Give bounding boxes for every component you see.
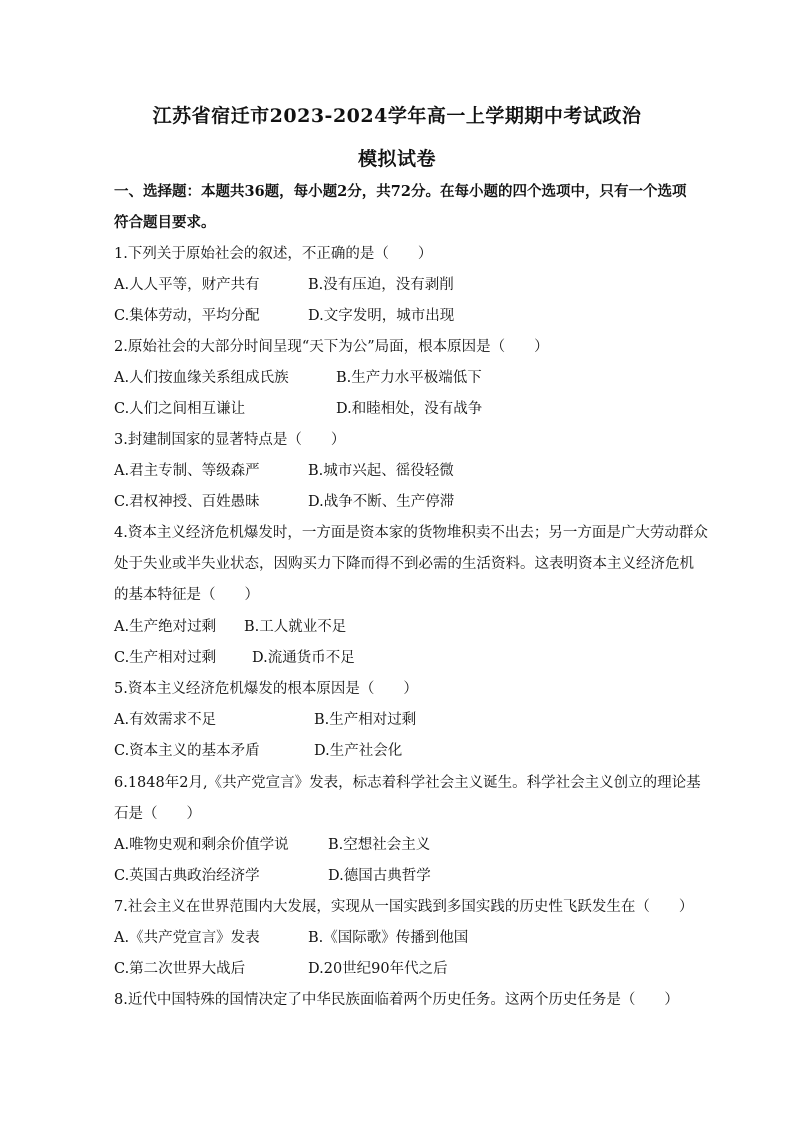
question-4-stem-line3: 的基本特征是（ ） [114,587,259,603]
question-1-option-b: B.没有压迫，没有剥削 [308,277,454,293]
question-5-option-a: A.有效需求不足 [114,712,217,728]
question-3-option-a: A.君主专制、等级森严 [114,463,260,479]
question-3-stem: 3.封建制国家的显著特点是（ ） [114,432,346,448]
question-8-stem: 8.近代中国特殊的国情决定了中华民族面临着两个历史任务。这两个历史任务是（ ） [114,992,679,1008]
question-7-option-c: C.第二次世界大战后 [114,961,246,977]
question-7-option-d: D.20世纪90年代之后 [308,961,448,977]
question-6-option-b: B.空想社会主义 [328,837,431,853]
section-heading-line2: 符合题目要求。 [114,214,216,231]
question-1-option-c: C.集体劳动，平均分配 [114,308,260,324]
question-2-stem: 2.原始社会的大部分时间呈现“天下为公”局面，根本原因是（ ） [114,339,549,355]
question-2-option-d: D.和睦相处，没有战争 [336,401,483,417]
question-4-option-c: C.生产相对过剩 [114,650,217,666]
question-3-option-b: B.城市兴起、徭役轻微 [308,463,454,479]
exam-title-line2: 模拟试卷 [357,148,436,170]
question-4-stem-line2: 处于失业或半失业状态，因购买力下降而得不到必需的生活资料。这表明资本主义经济危机 [114,556,694,572]
question-6-option-d: D.德国古典哲学 [328,868,431,884]
question-1-option-d: D.文字发明，城市出现 [308,308,455,324]
question-2-option-c: C.人们之间相互谦让 [114,401,246,417]
question-4-option-b: B.工人就业不足 [244,619,347,635]
question-7-option-a: A.《共产党宣言》发表 [114,930,260,946]
section-heading-line1: 一、选择题：本题共36题，每小题2分，共72分。在每小题的四个选项中，只有一个选项 [114,183,687,200]
question-4-option-a: A.生产绝对过剩 [114,619,217,635]
question-6-stem-line2: 石是（ ） [114,806,201,822]
question-1-stem: 1.下列关于原始社会的叙述，不正确的是（ ） [114,246,433,262]
question-6-option-a: A.唯物史观和剩余价值学说 [114,837,289,853]
exam-title-line1: 江苏省宿迁市2023-2024学年高一上学期期中考试政治 [152,105,642,127]
question-7-stem: 7.社会主义在世界范围内大发展，实现从一国实践到多国实践的历史性飞跃发生在（ ） [114,899,694,915]
question-5-option-b: B.生产相对过剩 [314,712,417,728]
question-3-option-d: D.战争不断、生产停滞 [308,494,455,510]
question-4-stem-line1: 4.资本主义经济危机爆发时，一方面是资本家的货物堆积卖不出去；另一方面是广大劳动群众 [114,525,708,541]
question-1-option-a: A.人人平等，财产共有 [114,277,260,293]
question-6-option-c: C.英国古典政治经济学 [114,868,260,884]
question-6-stem-line1: 6.1848年2月,《共产党宣言》发表，标志着科学社会主义诞生。科学社会主义创立的理论基 [114,775,701,791]
question-5-option-d: D.生产社会化 [314,743,403,759]
question-5-option-c: C.资本主义的基本矛盾 [114,743,260,759]
question-2-option-a: A.人们按血缘关系组成氏族 [114,370,289,386]
question-2-option-b: B.生产力水平极端低下 [336,370,482,386]
question-3-option-c: C.君权神授、百姓愚昧 [114,494,260,510]
question-4-option-d: D.流通货币不足 [252,650,355,666]
question-5-stem: 5.资本主义经济危机爆发的根本原因是（ ） [114,681,418,697]
question-7-option-b: B.《国际歌》传播到他国 [308,930,469,946]
